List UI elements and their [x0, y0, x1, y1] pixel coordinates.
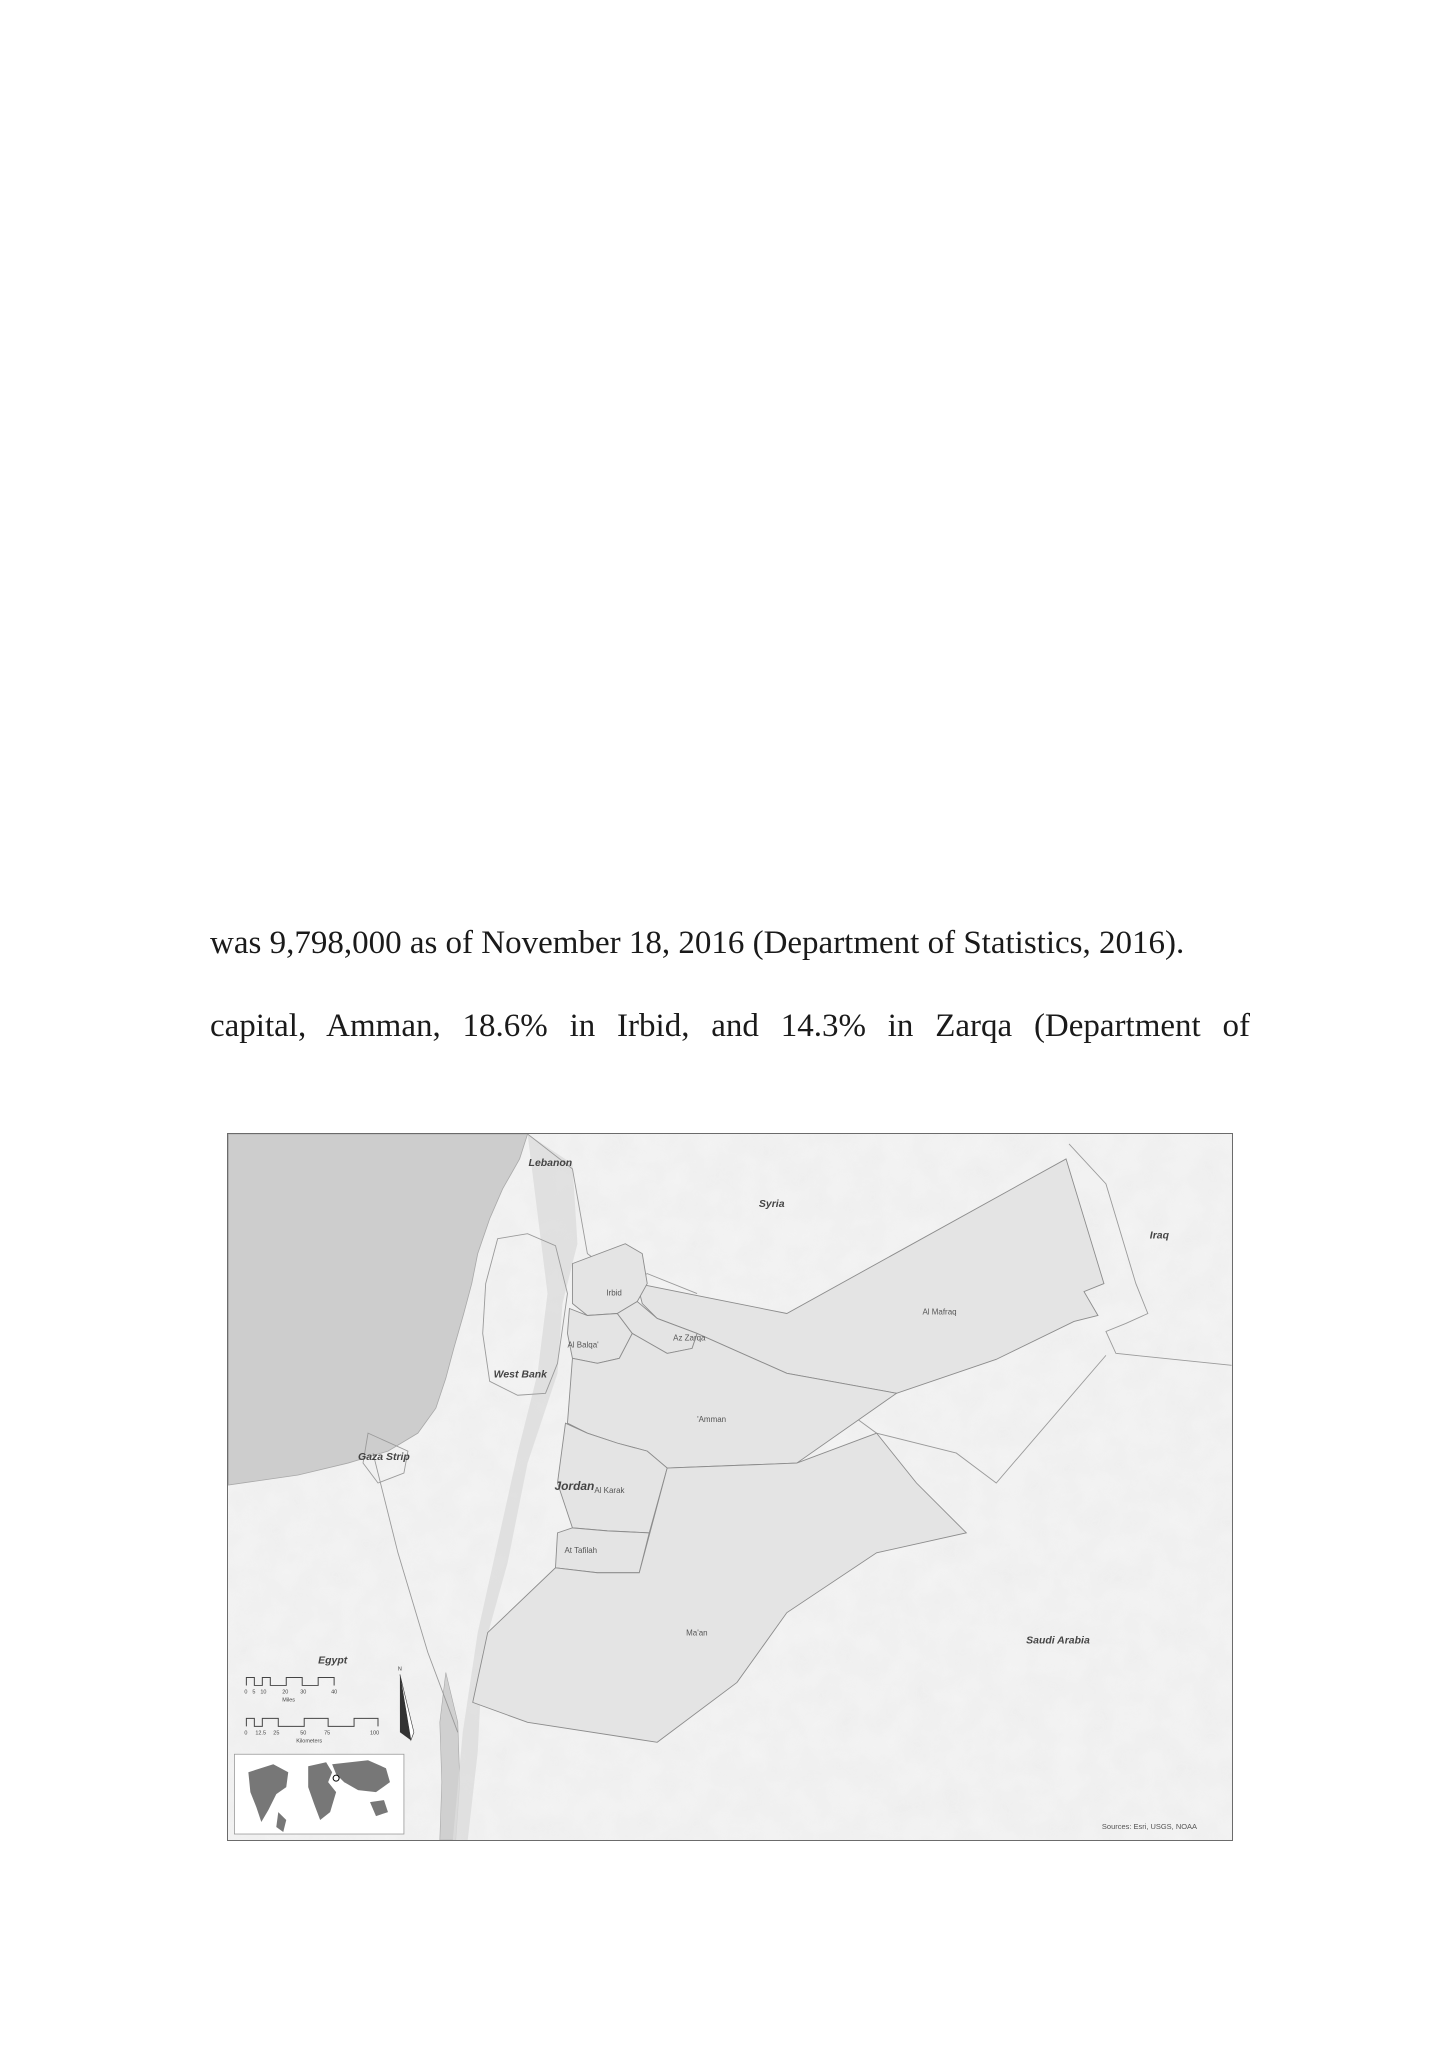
north-label: N — [397, 1666, 402, 1673]
miles-tick-0: 0 — [244, 1689, 248, 1696]
jordan-map-figure — [227, 1133, 1233, 1841]
label-irbid: Irbid — [606, 1288, 622, 1298]
km-tick-3: 50 — [300, 1730, 307, 1737]
km-tick-4: 75 — [324, 1730, 331, 1737]
paragraph-line-2: capital, Amman, 18.6% in Irbid, and 14.3% in Zarqa (Department of — [210, 1008, 1250, 1044]
world-locator-inset — [234, 1754, 404, 1834]
label-jordan: Jordan — [554, 1478, 595, 1493]
label-gaza-strip: Gaza Strip — [358, 1452, 410, 1464]
label-al-mafraq: Al Mafraq — [922, 1307, 957, 1317]
paragraph-line-1: was 9,798,000 as of November 18, 2016 (Department of Statistics, 2016). — [210, 925, 1185, 961]
miles-label: Miles — [282, 1697, 296, 1704]
miles-tick-5: 40 — [331, 1689, 338, 1696]
label-lebanon: Lebanon — [528, 1157, 573, 1169]
miles-tick-2: 10 — [260, 1689, 267, 1696]
miles-tick-1: 5 — [252, 1689, 256, 1696]
label-al-balqa: Al Balqa' — [567, 1340, 599, 1350]
km-tick-5: 100 — [370, 1730, 380, 1737]
label-iraq: Iraq — [1149, 1230, 1170, 1242]
map-source: Sources: Esri, USGS, NOAA — [1101, 1822, 1197, 1832]
label-west-bank: West Bank — [493, 1369, 548, 1381]
label-amman: 'Amman — [697, 1415, 727, 1425]
km-tick-0: 0 — [244, 1730, 248, 1737]
label-al-karak: Al Karak — [594, 1485, 625, 1495]
label-at-tafilah: At Tafilah — [564, 1545, 598, 1555]
km-tick-1: 12.5 — [255, 1730, 267, 1737]
label-az-zarqa: Az Zarqa — [673, 1333, 706, 1343]
label-maan: Ma'an — [686, 1628, 708, 1638]
km-label: Kilometers — [296, 1738, 323, 1745]
miles-tick-4: 30 — [300, 1689, 307, 1696]
km-tick-2: 25 — [273, 1730, 280, 1737]
label-egypt: Egypt — [318, 1655, 348, 1667]
label-syria: Syria — [758, 1198, 785, 1210]
label-saudi-arabia: Saudi Arabia — [1026, 1635, 1090, 1647]
miles-tick-3: 20 — [282, 1689, 289, 1696]
map-svg — [228, 1134, 1232, 1840]
